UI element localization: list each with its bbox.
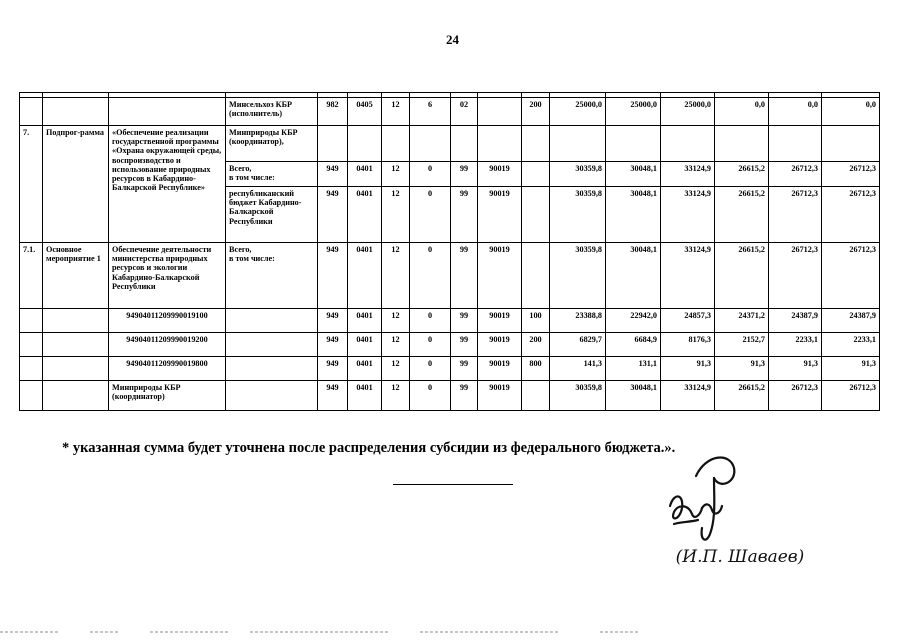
executor-cell: Минсельхоз КБР (исполнитель): [226, 98, 318, 126]
budget-code: 94904011209990019100: [109, 309, 226, 333]
coordinator-cell: Минприроды КБР (координатор): [109, 381, 226, 411]
table-row: Минсельхоз КБР (исполнитель) 982 0405 12 6 02 200 25000,0 25000,0 25000,0 0,0 0,0 0,0: [20, 98, 880, 126]
page-number: 24: [446, 32, 459, 47]
row-status: Подпрог-рамма: [43, 126, 109, 243]
coordinator-cell: Минприроды КБР (координатор),: [226, 126, 318, 162]
budget-code: 94904011209990019800: [109, 357, 226, 381]
row-number: 7.1.: [20, 243, 43, 309]
table-row: 7.1. Основное мероприятие 1 Обеспечение деятельности министерства природных ресурсов и экологии Кабардино-Балкарской Республики Всего, в том числе: 949 0401 12 0 99 90019 30359,8 30048,1 33124,9 26615,2 26712,3 26712,3: [20, 243, 880, 309]
signature: [640, 448, 840, 578]
table-row: Всего, в том числе: 949 0401 12 0 99 90019 30359,8 30048,1 33124,9 26615,2 26712,3 26712,3: [20, 162, 880, 187]
budget-code: 94904011209990019200: [109, 333, 226, 357]
table-row: республиканский бюджет Кабардино-Балкарской Республики 949 0401 12 0 99 90019 30359,8 30048,1 33124,9 26615,2 26712,3 26712,3: [20, 187, 880, 243]
table-row: 94904011209990019100 949 0401 12 0 99 90019 100 23388,8 22942,0 24857,3 24371,2 24387,9 24387,9: [20, 309, 880, 333]
budget-table: [19, 92, 880, 411]
row-status: Основное мероприятие 1: [43, 243, 109, 309]
footnote: * указанная сумма будет уточнена после распределения субсидии из федерального бюджета.».: [62, 440, 676, 456]
signature-scribble: [670, 458, 734, 540]
signature-decipher: (И.П. Шаваев): [675, 547, 805, 567]
row-number: 7.: [20, 126, 43, 243]
table-row: 94904011209990019800 949 0401 12 0 99 90019 800 141,3 131,1 91,3 91,3 91,3 91,3: [20, 357, 880, 381]
table-row: [20, 126, 880, 162]
end-rule: [393, 484, 513, 485]
row-title: «Обеспечение реализации государственной программы «Охрана окружающей среды, воспроизводство и использование природных ресурсов в Кабардино-Балкарской Республике»: [109, 126, 226, 243]
table-row: Минприроды КБР (координатор) 949 0401 12 0 99 90019 30359,8 30048,1 33124,9 26615,2 26712,3 26712,3: [20, 381, 880, 411]
row-title: Обеспечение деятельности министерства природных ресурсов и экологии Кабардино-Балкарской Республики: [109, 243, 226, 309]
scan-edge-artifact: [0, 630, 905, 634]
table-row: 94904011209990019200 949 0401 12 0 99 90019 200 6829,7 6684,9 8176,3 2152,7 2233,1 2233,1: [20, 333, 880, 357]
